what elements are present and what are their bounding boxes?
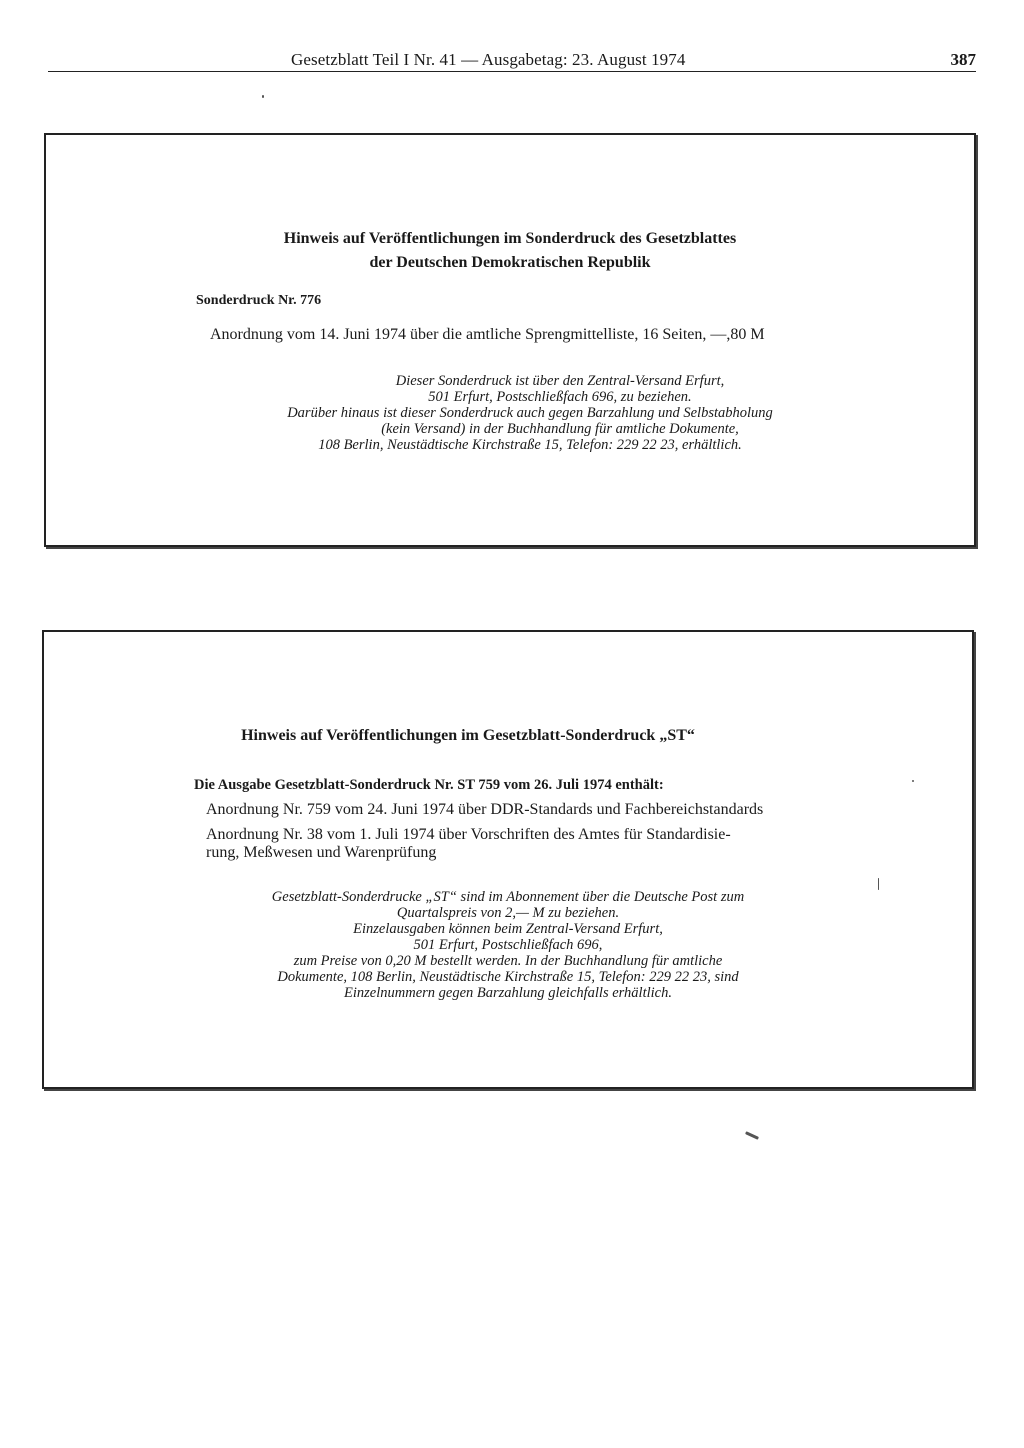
box1-notice-line: Dieser Sonderdruck ist über den Zentral-Versand Erfurt,	[395, 373, 725, 389]
sonderdruck-entry: Anordnung vom 14. Juni 1974 über die amtliche Sprengmittelliste, 16 Seiten, —,80 M	[210, 326, 765, 343]
box2-notice	[44, 889, 972, 1001]
box1-notice-line: (kein Versand) in der Buchhandlung für amtliche Dokumente,	[381, 421, 739, 437]
st-entry-2-line1: Anordnung Nr. 38 vom 1. Juli 1974 über Vorschriften des Amtes für Standardisie-	[206, 826, 731, 843]
notice-box-sonderdruck	[44, 133, 976, 547]
box2-notice-line: Einzelausgaben können beim Zentral-Versand Erfurt,	[353, 921, 663, 937]
box1-notice	[66, 373, 994, 453]
running-header	[48, 47, 976, 72]
notice-box-st	[42, 630, 974, 1089]
edition-heading: Die Ausgabe Gesetzblatt-Sonderdruck Nr. ST 759 vom 26. Juli 1974 enthält:	[194, 777, 664, 793]
box1-notice-line: 501 Erfurt, Postschließfach 696, zu beziehen.	[428, 389, 692, 405]
st-entry-1: Anordnung Nr. 759 vom 24. Juni 1974 über DDR-Standards und Fachbereichstandards	[206, 801, 764, 818]
running-title: Gesetzblatt Teil I Nr. 41 — Ausgabetag: 23. August 1974	[291, 50, 686, 69]
box2-notice-line: zum Preise von 0,20 M bestellt werden. In der Buchhandlung für amtliche	[293, 953, 723, 969]
box2-notice-line: Quartalspreis von 2,— M zu beziehen.	[396, 905, 620, 921]
box2-notice-line: Dokumente, 108 Berlin, Neustädtische Kirchstraße 15, Telefon: 229 22 23, sind	[277, 969, 739, 985]
box2-notice-line: Einzelnummern gegen Barzahlung gleichfalls erhältlich.	[344, 985, 672, 1001]
box1-title-line2: der Deutschen Demokratischen Republik	[369, 254, 651, 271]
st-entry-2-line2: rung, Meßwesen und Warenprüfung	[206, 844, 437, 861]
print-speck	[262, 95, 264, 98]
box2-notice-line: Gesetzblatt-Sonderdrucke „ST“ sind im Abonnement über die Deutsche Post zum	[271, 889, 745, 905]
box1-notice-line: 108 Berlin, Neustädtische Kirchstraße 15, Telefon: 229 22 23, erhältlich.	[318, 437, 742, 453]
print-speck	[745, 1131, 759, 1140]
box2-notice-line: 501 Erfurt, Postschließfach 696,	[413, 937, 603, 953]
print-speck	[912, 780, 914, 782]
box1-notice-line: Darüber hinaus ist dieser Sonderdruck auch gegen Barzahlung und Selbstabholung	[287, 405, 773, 421]
box1-title-line1: Hinweis auf Veröffentlichungen im Sonderdruck des Gesetzblattes	[283, 230, 737, 247]
page-number: 387	[950, 50, 976, 69]
print-speck	[878, 878, 879, 890]
box2-title: Hinweis auf Veröffentlichungen im Gesetzblatt-Sonderdruck „ST“	[241, 727, 695, 744]
sonderdruck-number: Sonderdruck Nr. 776	[196, 293, 322, 308]
